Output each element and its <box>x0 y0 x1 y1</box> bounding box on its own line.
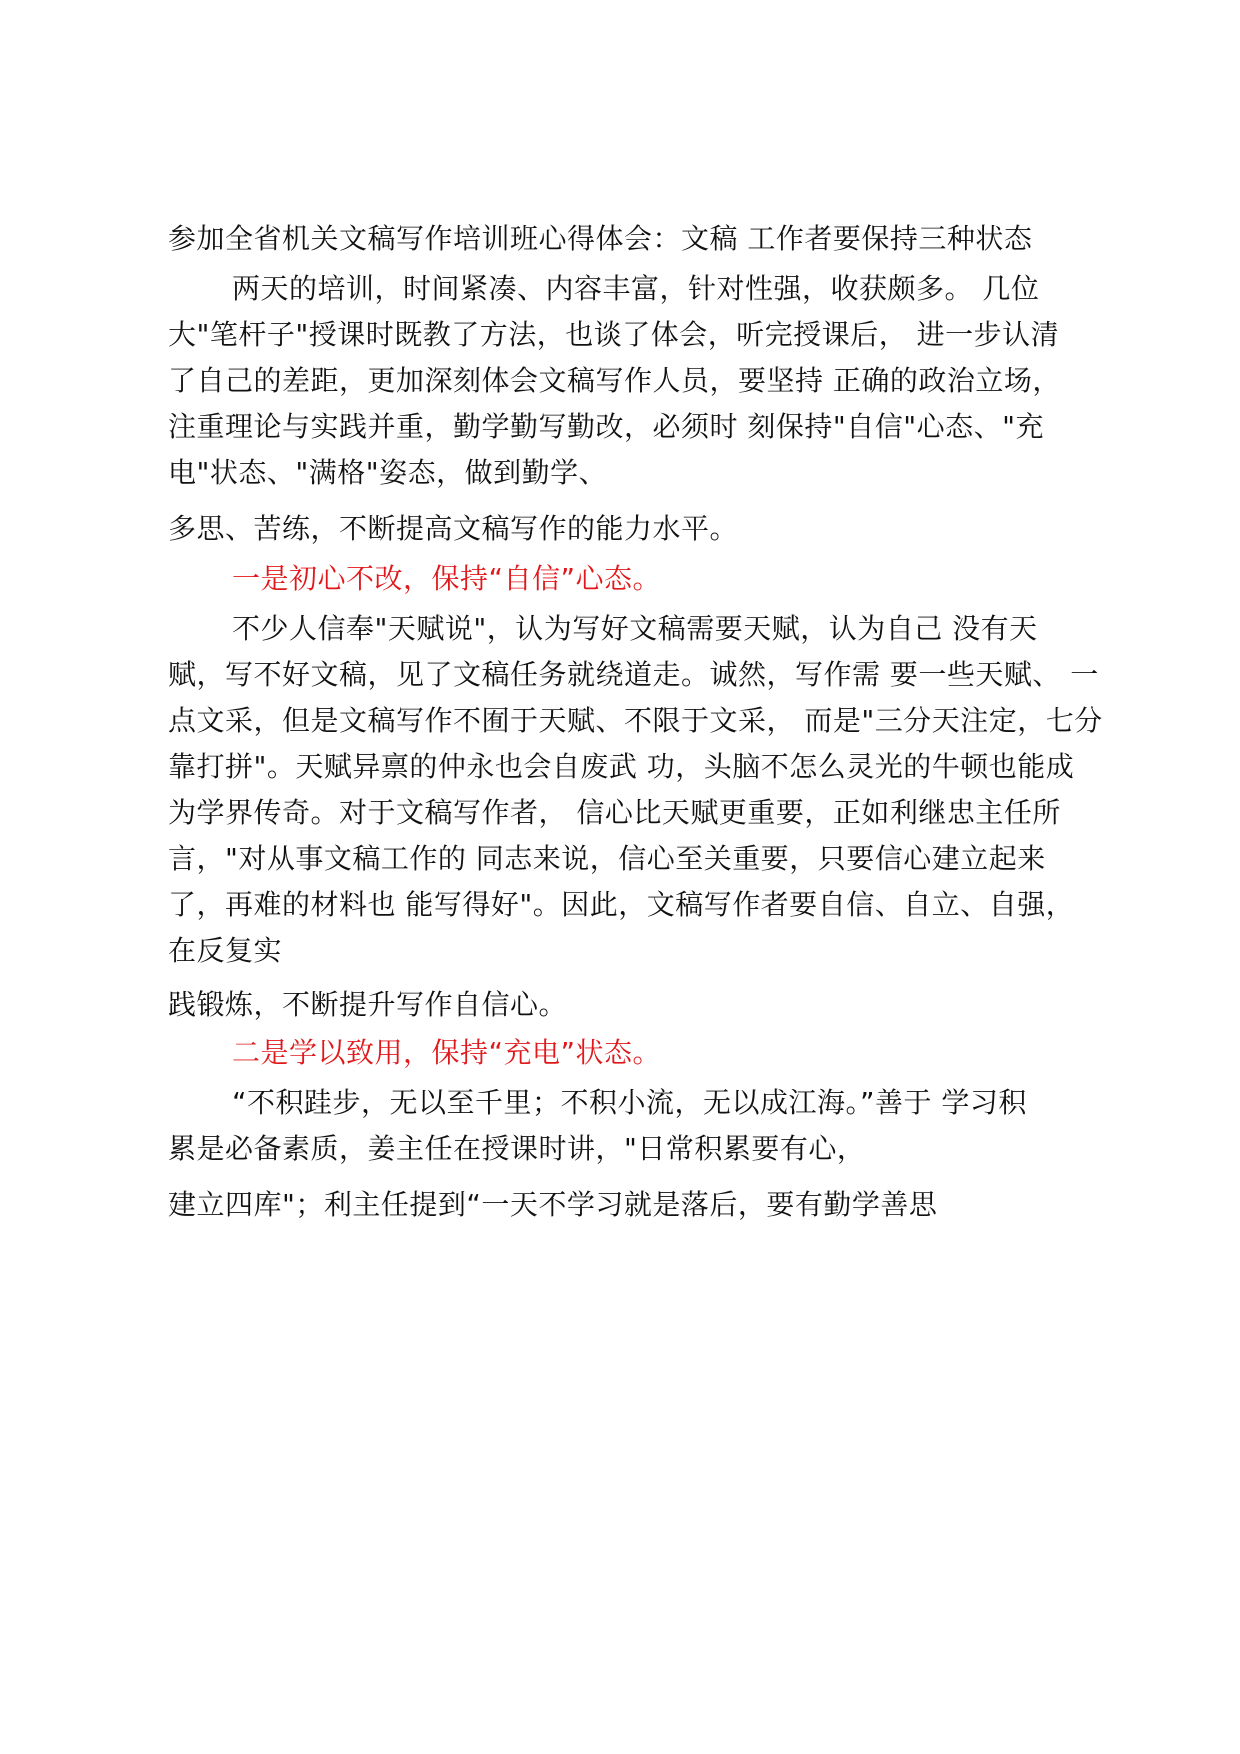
section1-line-4: 靠打拼"。天赋异禀的仲永也会自废武 功，头脑不怎么灵光的牛顿也能成 <box>168 750 1075 783</box>
intro-line-3: 了自己的差距，更加深刻体会文稿写作人员，要坚持 正确的政治立场， <box>168 364 1061 397</box>
section2-line-3: 建立四库"；利主任提到“一天不学习就是落后，要有勤学善思 <box>168 1188 938 1221</box>
intro-line-2: 大"笔杆子"授课时既教了方法，也谈了体会，听完授课后， 进一步认清 <box>168 318 1060 351</box>
section1-line-3: 点文采，但是文稿写作不囿于天赋、不限于文采， 而是"三分天注定，七分 <box>168 704 1103 737</box>
section2-line-2: 累是必备素质，姜主任在授课时讲，"日常积累要有心， <box>168 1132 866 1165</box>
section-heading-1: 一是初心不改，保持“自信”心态。 <box>232 562 662 595</box>
document-title: 参加全省机关文稿写作培训班心得体会：文稿 工作者要保持三种状态 <box>168 222 1033 255</box>
section1-line-9: 践锻炼，不断提升写作自信心。 <box>168 988 568 1021</box>
section-heading-2: 二是学以致用，保持“充电”状态。 <box>232 1036 662 1069</box>
document-page <box>168 0 1108 1754</box>
intro-line-6: 多思、苦练，不断提高文稿写作的能力水平。 <box>168 512 739 545</box>
section1-line-6: 言，"对从事文稿工作的 同志来说，信心至关重要，只要信心建立起来 <box>168 842 1046 875</box>
intro-line-1: 两天的培训，时间紧凑、内容丰富，针对性强，收获颇多。 几位 <box>232 272 1040 305</box>
intro-line-4: 注重理论与实践并重，勤学勤写勤改，必须时 刻保持"自信"心态、"充 <box>168 410 1045 443</box>
section1-line-7: 了，再难的材料也 能写得好"。因此，文稿写作者要自信、自立、自强， <box>168 888 1075 921</box>
section1-line-2: 赋，写不好文稿，见了文稿任务就绕道走。诚然，写作需 要一些天赋、 一 <box>168 658 1099 691</box>
section1-line-5: 为学界传奇。对于文稿写作者， 信心比天赋更重要，正如利继忠主任所 <box>168 796 1061 829</box>
section2-line-1: “不积跬步，无以至千里；不积小流，无以成江海。”善于 学习积 <box>232 1086 1027 1119</box>
intro-line-5: 电"状态、"满格"姿态，做到勤学、 <box>168 456 608 489</box>
section1-line-1: 不少人信奉"天赋说"，认为写好文稿需要天赋，认为自己 没有天 <box>232 612 1038 645</box>
section1-line-8: 在反复实 <box>168 934 283 967</box>
